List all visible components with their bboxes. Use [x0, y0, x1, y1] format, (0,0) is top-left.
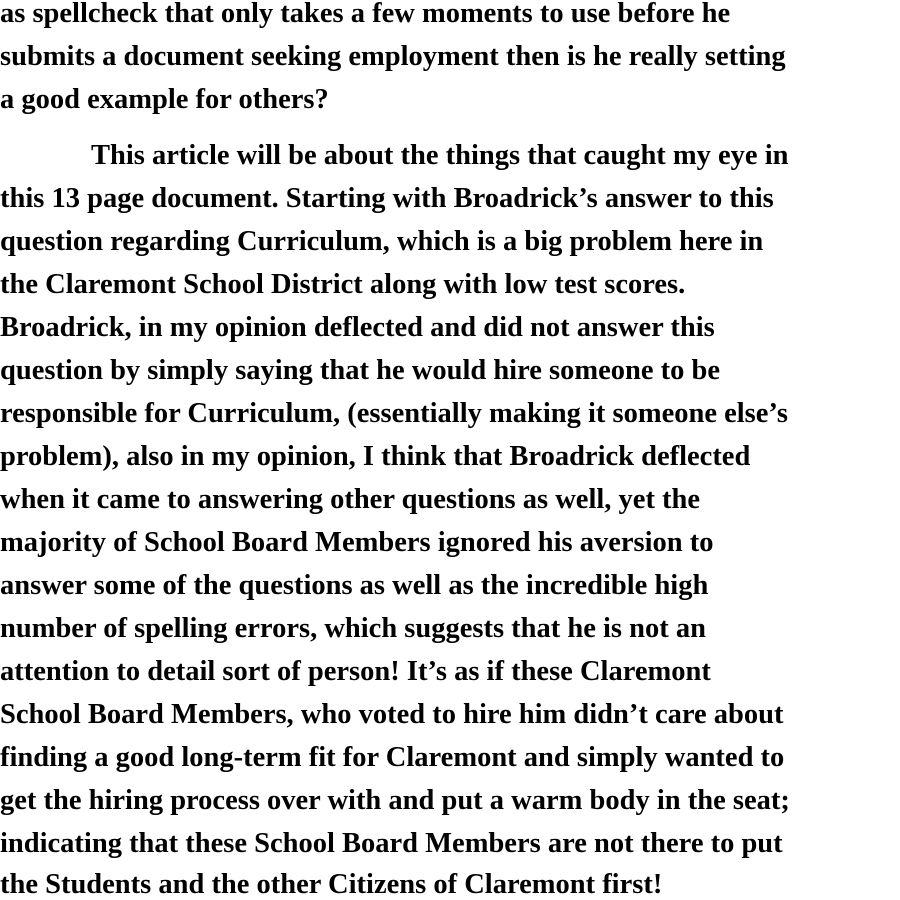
paragraph-2-line: when it came to answering other questions as well, yet the	[0, 484, 701, 515]
paragraph-2-line: problem), also in my opinion, I think that Broadrick deflected	[0, 441, 751, 472]
paragraph-2-line: attention to detail sort of person! It’s as if these Claremont	[0, 656, 711, 687]
paragraph-2-line: indicating that these School Board Members are not there to put	[0, 828, 783, 859]
paragraph-2-first-line: This article will be about the things that caught my eye in	[91, 140, 789, 171]
paragraph-2-line: get the hiring process over with and put a warm body in the seat;	[0, 785, 790, 816]
paragraph-2-line: the Students and the other Citizens of Claremont first!	[0, 869, 663, 900]
paragraph-2-line: School Board Members, who voted to hire him didn’t care about	[0, 699, 784, 730]
paragraph-1-line: as spellcheck that only takes a few moments to use before he	[0, 0, 731, 29]
paragraph-2-line: question by simply saying that he would hire someone to be	[0, 355, 720, 386]
paragraph-2-line: this 13 page document. Starting with Broadrick’s answer to this	[0, 183, 774, 214]
paragraph-2-line: number of spelling errors, which suggests that he is not an	[0, 613, 706, 644]
paragraph-2-line: finding a good long-term fit for Claremont and simply wanted to	[0, 742, 785, 773]
paragraph-1-line: a good example for others?	[0, 84, 329, 115]
paragraph-2-line: question regarding Curriculum, which is a big problem here in	[0, 226, 764, 257]
paragraph-1-line: submits a document seeking employment then is he really setting	[0, 41, 786, 72]
paragraph-2-line: the Claremont School District along with low test scores.	[0, 269, 686, 300]
paragraph-2-line: responsible for Curriculum, (essentially making it someone else’s	[0, 398, 788, 429]
paragraph-2-line: majority of School Board Members ignored his aversion to	[0, 527, 714, 558]
paragraph-2-line: Broadrick, in my opinion deflected and did not answer this	[0, 312, 715, 343]
paragraph-2-line: answer some of the questions as well as the incredible high	[0, 570, 709, 601]
